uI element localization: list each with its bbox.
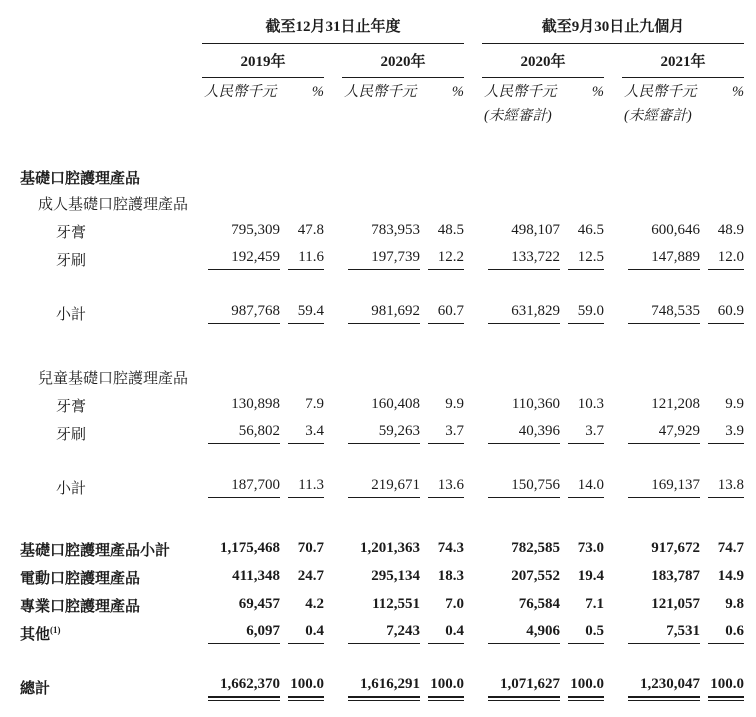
amount-cell: 192,459: [202, 242, 280, 270]
percent-cell: 46.5: [577, 221, 605, 238]
percent-cell: 13.8: [700, 470, 744, 498]
amount-cell: 783,953: [371, 221, 420, 238]
row-label: 小計: [56, 306, 87, 323]
section-title-row-children: [20, 362, 744, 388]
row-label: 專業口腔護理產品: [20, 598, 141, 615]
amount-cell: 981,692: [342, 296, 420, 324]
row-label: 小計: [56, 480, 87, 497]
revenue-breakdown-table: [20, 12, 744, 698]
row-label: 總計: [20, 680, 51, 697]
amount-unit-label: 人民幣千元: [624, 84, 697, 101]
amount-cell: 1,201,363: [360, 539, 420, 556]
table-row-basic-subtotal: [20, 532, 744, 560]
percent-cell: 74.3: [437, 539, 465, 556]
unit-header-row: [20, 78, 744, 104]
percent-unit-label: %: [451, 84, 465, 101]
percent-cell: 12.0: [700, 242, 744, 270]
amount-unit-label: 人民幣千元: [204, 84, 277, 101]
percent-cell: 100.0: [420, 670, 464, 698]
percent-cell: 0.5: [560, 616, 604, 644]
amount-cell: 6,097: [202, 616, 280, 644]
percent-unit-label: %: [311, 84, 324, 101]
percent-cell: 9.8: [725, 595, 745, 612]
year-2019: 2019年: [202, 44, 324, 78]
percent-cell: 10.3: [577, 395, 605, 412]
table-row-adult-toothbrush: [20, 242, 744, 270]
amount-cell: 147,889: [622, 242, 700, 270]
table-row-total: [20, 670, 744, 698]
amount-cell: 795,309: [231, 221, 280, 238]
amount-cell: 133,722: [482, 242, 560, 270]
percent-cell: 3.7: [560, 416, 604, 444]
amount-cell: 1,230,047: [622, 670, 700, 698]
row-label: 牙刷: [56, 252, 87, 269]
amount-cell: 197,739: [342, 242, 420, 270]
amount-cell: 40,396: [482, 416, 560, 444]
row-label: 基礎口腔護理產品小計: [20, 542, 171, 559]
amount-cell: 130,898: [231, 395, 280, 412]
percent-cell: 4.2: [305, 595, 324, 612]
unaudited-note: (未經審計): [484, 108, 552, 125]
percent-cell: 7.1: [585, 595, 605, 612]
amount-cell: 600,646: [651, 221, 701, 238]
percent-cell: 24.7: [297, 567, 324, 584]
percent-cell: 14.9: [717, 567, 745, 584]
percent-cell: 12.2: [420, 242, 464, 270]
amount-cell: 121,208: [651, 395, 701, 412]
row-label: 牙刷: [56, 426, 87, 443]
percent-cell: 9.9: [445, 395, 465, 412]
percent-cell: 47.8: [297, 221, 324, 238]
section-title-row-adult: [20, 188, 744, 214]
percent-cell: 14.0: [560, 470, 604, 498]
section-title-row-basic: [20, 162, 744, 188]
period-group-fy: [202, 12, 464, 44]
percent-cell: 59.4: [280, 296, 324, 324]
percent-cell: 48.5: [437, 221, 465, 238]
amount-cell: 498,107: [511, 221, 561, 238]
amount-cell: 207,552: [511, 567, 561, 584]
row-label: 牙膏: [56, 398, 87, 415]
percent-cell: 100.0: [700, 670, 744, 698]
period-group-9m-label: 截至9月30日止九個月: [482, 19, 744, 44]
percent-cell: 48.9: [717, 221, 745, 238]
amount-cell: 187,700: [202, 470, 280, 498]
unaudited-note: (未經審計): [624, 108, 692, 125]
footnote-marker: (1): [50, 624, 61, 635]
amount-cell: 169,137: [622, 470, 700, 498]
amount-cell: 219,671: [342, 470, 420, 498]
amount-cell: 917,672: [651, 539, 701, 556]
percent-cell: 73.0: [577, 539, 605, 556]
percent-cell: 60.7: [420, 296, 464, 324]
table-row-children-toothpaste: [20, 388, 744, 416]
percent-cell: 18.3: [437, 567, 465, 584]
amount-cell: 7,243: [342, 616, 420, 644]
row-label: 電動口腔護理產品: [20, 570, 141, 587]
percent-cell: 11.3: [280, 470, 324, 498]
amount-cell: 782,585: [511, 539, 561, 556]
year-header-row: [20, 44, 744, 78]
percent-cell: 3.7: [420, 416, 464, 444]
percent-cell: 0.4: [420, 616, 464, 644]
amount-cell: 160,408: [371, 395, 420, 412]
section-title-basic: 基礎口腔護理產品: [20, 170, 141, 187]
amount-cell: 4,906: [482, 616, 560, 644]
percent-cell: 74.7: [717, 539, 745, 556]
year-2021-9m: 2021年: [622, 44, 744, 78]
amount-cell: 987,768: [202, 296, 280, 324]
amount-cell: 56,802: [202, 416, 280, 444]
percent-cell: 9.9: [725, 395, 745, 412]
row-label: 牙膏: [56, 224, 87, 241]
percent-cell: 3.4: [280, 416, 324, 444]
percent-unit-label: %: [731, 84, 745, 101]
unaudited-note-row: [20, 104, 744, 128]
percent-cell: 100.0: [560, 670, 604, 698]
year-2020-fy: 2020年: [342, 44, 464, 78]
percent-cell: 7.0: [445, 595, 465, 612]
percent-cell: 59.0: [560, 296, 604, 324]
amount-cell: 1,175,468: [220, 539, 280, 556]
amount-cell: 76,584: [518, 595, 561, 612]
percent-unit-label: %: [591, 84, 605, 101]
percent-cell: 13.6: [420, 470, 464, 498]
percent-cell: 7.9: [305, 395, 324, 412]
percent-cell: 0.6: [700, 616, 744, 644]
amount-cell: 69,457: [238, 595, 280, 612]
amount-cell: 47,929: [622, 416, 700, 444]
table-row-children-toothbrush: [20, 416, 744, 444]
section-title-adult: 成人基礎口腔護理產品: [38, 196, 189, 213]
amount-cell: 183,787: [651, 567, 701, 584]
year-2020-9m: 2020年: [482, 44, 604, 78]
percent-cell: 11.6: [280, 242, 324, 270]
period-group-fy-label: 截至12月31日止年度: [202, 19, 464, 44]
amount-cell: 1,071,627: [482, 670, 560, 698]
row-label: 其他$^{(1)}$: [20, 624, 61, 643]
percent-cell: 70.7: [297, 539, 324, 556]
amount-cell: 150,756: [482, 470, 560, 498]
table-row-adult-toothpaste: [20, 214, 744, 242]
amount-cell: 121,057: [651, 595, 701, 612]
amount-cell: 411,348: [232, 567, 280, 584]
period-group-9m: [482, 12, 744, 44]
table-row-electric: [20, 560, 744, 588]
period-group-header-row: [20, 12, 744, 44]
table-row-professional: [20, 588, 744, 616]
table-row-adult-subtotal: [20, 296, 744, 324]
amount-cell: 1,662,370: [202, 670, 280, 698]
amount-unit-label: 人民幣千元: [344, 84, 417, 101]
percent-cell: 12.5: [560, 242, 604, 270]
amount-unit-label: 人民幣千元: [484, 84, 557, 101]
amount-cell: 110,360: [511, 395, 561, 412]
table-row-children-subtotal: [20, 470, 744, 498]
table-row-others: [20, 616, 744, 644]
percent-cell: 100.0: [280, 670, 324, 698]
percent-cell: 0.4: [280, 616, 324, 644]
percent-cell: 19.4: [577, 567, 605, 584]
amount-cell: 59,263: [342, 416, 420, 444]
percent-cell: 3.9: [700, 416, 744, 444]
amount-cell: 631,829: [482, 296, 560, 324]
amount-cell: 295,134: [371, 567, 420, 584]
amount-cell: 748,535: [622, 296, 700, 324]
amount-cell: 112,551: [372, 595, 420, 612]
amount-cell: 7,531: [622, 616, 700, 644]
amount-cell: 1,616,291: [342, 670, 420, 698]
section-title-children: 兒童基礎口腔護理產品: [38, 370, 189, 387]
percent-cell: 60.9: [700, 296, 744, 324]
